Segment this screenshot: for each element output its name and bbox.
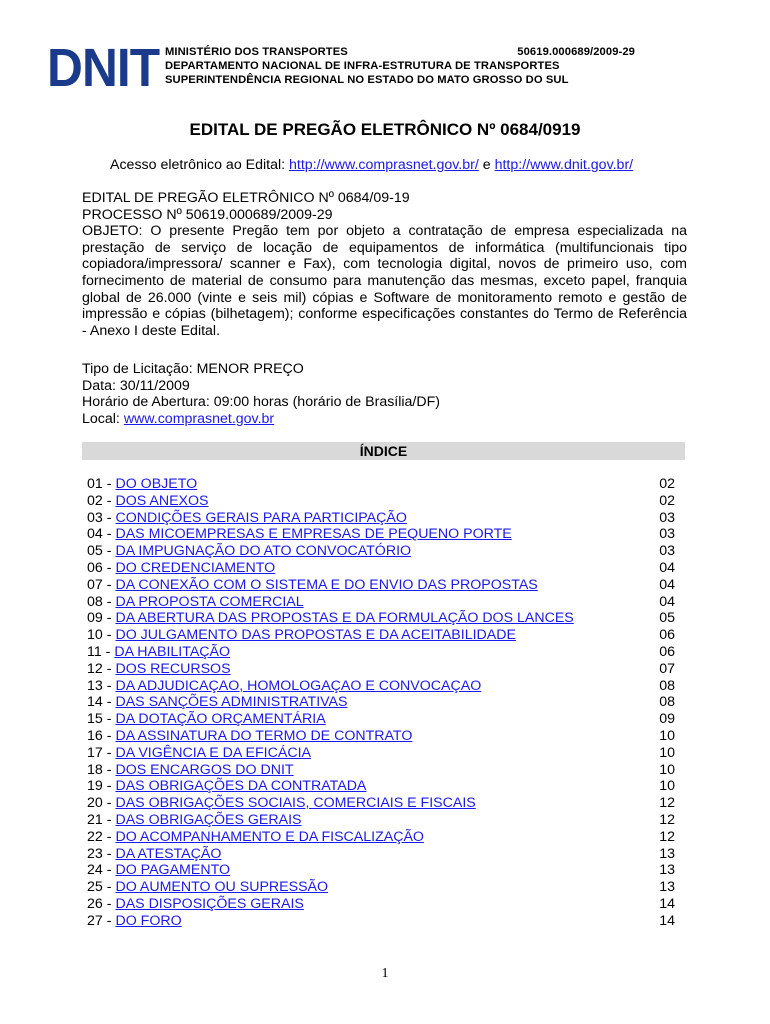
department-name: DEPARTAMENTO NACIONAL DE INFRA-ESTRUTURA DE TRANSPORTES (165, 60, 560, 72)
toc-entry (87, 778, 366, 795)
toc-entry (87, 526, 512, 543)
toc-link[interactable]: DO CREDENCIAMENTO (115, 559, 276, 576)
ministry-name: MINISTÉRIO DOS TRANSPORTES (165, 46, 348, 58)
toc-row (87, 661, 675, 678)
toc-page-number: 12 (659, 811, 675, 828)
toc-number: 03 - (87, 509, 112, 526)
toc-entry (87, 913, 182, 930)
toc-row (87, 694, 675, 711)
toc-page-number: 05 (659, 610, 675, 627)
table-of-contents (87, 476, 675, 930)
toc-link[interactable]: DAS SANÇÕES ADMINISTRATIVAS (115, 694, 348, 711)
toc-entry (87, 644, 230, 661)
toc-page-number: 04 (659, 559, 675, 576)
comprasnet-link[interactable]: http://www.comprasnet.gov.br/ (289, 157, 479, 173)
toc-page-number: 12 (659, 828, 675, 845)
toc-page-number: 13 (659, 845, 675, 862)
toc-link[interactable]: DA VIGÊNCIA E DA EFICÁCIA (115, 744, 311, 761)
toc-row (87, 862, 675, 879)
toc-link[interactable]: DO ACOMPANHAMENTO E DA FISCALIZAÇÃO (115, 828, 424, 845)
toc-entry (87, 543, 411, 560)
toc-entry (87, 476, 197, 493)
toc-page-number: 02 (659, 476, 675, 492)
toc-page-number: 10 (659, 761, 675, 778)
toc-number: 09 - (87, 610, 112, 627)
toc-page-number: 03 (659, 509, 675, 526)
page-number: 1 (381, 966, 389, 981)
toc-link[interactable]: DA CONEXÃO COM O SISTEMA E DO ENVIO DAS PROPOSTAS (115, 576, 538, 593)
toc-row (87, 778, 675, 795)
toc-number: 06 - (87, 559, 112, 576)
toc-page-number: 06 (659, 627, 675, 644)
process-number: 50619.000689/2009-29 (517, 46, 635, 58)
toc-page-number: 08 (659, 694, 675, 711)
page-title (0, 120, 770, 140)
toc-entry (87, 812, 302, 829)
local-label: Local: (82, 410, 124, 427)
toc-page-number: 10 (659, 778, 675, 795)
toc-link[interactable]: CONDIÇÕES GERAIS PARA PARTICIPAÇÃO (115, 509, 407, 526)
toc-page-number: 06 (659, 643, 675, 660)
toc-row (87, 493, 675, 510)
toc-page-number: 13 (659, 862, 675, 879)
toc-link[interactable]: DA ADJUDICAÇAO, HOMOLOGAÇAO E CONVOCAÇAO (115, 677, 482, 694)
toc-page-number: 10 (659, 727, 675, 744)
toc-number: 21 - (87, 811, 112, 828)
toc-link[interactable]: DOS ENCARGOS DO DNIT (115, 761, 294, 778)
toc-number: 11 - (87, 643, 111, 660)
toc-number: 22 - (87, 828, 112, 845)
access-middle: e (478, 157, 495, 173)
toc-link[interactable]: DA ATESTAÇÃO (115, 845, 222, 862)
toc-entry (87, 862, 230, 879)
toc-page-number: 08 (659, 677, 675, 694)
superintendency-name: SUPERINTENDÊNCIA REGIONAL NO ESTADO DO MATO GROSSO DO SUL (165, 74, 569, 86)
toc-row (87, 594, 675, 611)
toc-row (87, 812, 675, 829)
toc-number: 17 - (87, 744, 112, 761)
toc-page-number: 03 (659, 543, 675, 560)
toc-link[interactable]: DO PAGAMENTO (115, 862, 231, 879)
access-prefix: Acesso eletrônico ao Edital: (110, 157, 290, 173)
index-heading: ÍNDICE (82, 442, 685, 460)
toc-entry (87, 510, 407, 527)
toc-row (87, 610, 675, 627)
toc-entry (87, 493, 209, 510)
toc-number: 20 - (87, 795, 112, 812)
toc-row (87, 560, 675, 577)
toc-link[interactable]: DAS OBRIGAÇÕES SOCIAIS, COMERCIAIS E FISCAIS (115, 795, 476, 812)
toc-entry (87, 560, 275, 577)
toc-number: 02 - (87, 492, 112, 509)
toc-entry (87, 577, 538, 594)
dnit-logo: DNIT (47, 38, 160, 98)
toc-number: 10 - (87, 627, 112, 644)
toc-row (87, 510, 675, 527)
toc-link[interactable]: DA IMPUGNAÇÃO DO ATO CONVOCATÓRIO (115, 543, 412, 560)
toc-entry (87, 879, 328, 896)
toc-link[interactable]: DA HABILITAÇÃO (114, 643, 231, 660)
toc-number: 01 - (87, 476, 112, 492)
toc-link[interactable]: DAS DISPOSIÇÕES GERAIS (115, 895, 304, 912)
toc-page-number: 04 (659, 576, 675, 593)
toc-row (87, 829, 675, 846)
toc-number: 13 - (87, 677, 112, 694)
toc-entry (87, 728, 412, 745)
processo-line: PROCESSO Nº 50619.000689/2009-29 (82, 206, 333, 223)
toc-row (87, 896, 675, 913)
toc-row (87, 526, 675, 543)
toc-number: 05 - (87, 543, 112, 560)
toc-row (87, 476, 675, 493)
toc-number: 25 - (87, 879, 112, 896)
toc-link[interactable]: DO JULGAMENTO DAS PROPOSTAS E DA ACEITABILIDADE (115, 627, 516, 644)
toc-page-number: 02 (659, 492, 675, 509)
toc-page-number: 14 (659, 912, 675, 929)
toc-row (87, 543, 675, 560)
toc-row (87, 711, 675, 728)
toc-link[interactable]: DO FORO (115, 912, 182, 929)
toc-entry (87, 627, 516, 644)
toc-row (87, 577, 675, 594)
toc-row (87, 846, 675, 863)
toc-number: 18 - (87, 761, 112, 778)
toc-row (87, 745, 675, 762)
horario-line: Horário de Abertura: 09:00 horas (horário de Brasília/DF) (82, 394, 441, 411)
toc-link[interactable]: DAS OBRIGAÇÕES GERAIS (115, 811, 302, 828)
toc-link[interactable]: DA ASSINATURA DO TERMO DE CONTRATO (115, 727, 413, 744)
toc-number: 24 - (87, 862, 112, 879)
toc-link[interactable]: DA ABERTURA DAS PROPOSTAS E DA FORMULAÇÃO DOS LANCES (115, 610, 574, 627)
toc-link[interactable]: DOS RECURSOS (115, 660, 231, 677)
toc-link[interactable]: DO OBJETO (115, 476, 198, 492)
toc-link[interactable]: DA DOTAÇÃO ORÇAMENTÁRIA (115, 711, 326, 728)
licitation-details (82, 361, 687, 427)
toc-page-number: 03 (659, 526, 675, 543)
toc-number: 27 - (87, 912, 112, 929)
toc-link[interactable]: DAS OBRIGAÇÕES DA CONTRATADA (115, 778, 367, 795)
toc-number: 12 - (87, 660, 112, 677)
toc-row (87, 728, 675, 745)
toc-number: 07 - (87, 576, 112, 593)
tipo-line: Tipo de Licitação: MENOR PREÇO (82, 361, 304, 377)
toc-entry (87, 694, 348, 711)
toc-entry (87, 896, 304, 913)
toc-link[interactable]: DAS MICOEMPRESAS E EMPRESAS DE PEQUENO PORTE (115, 526, 512, 543)
access-line (110, 157, 633, 173)
toc-number: 08 - (87, 593, 112, 610)
toc-entry (87, 594, 304, 611)
toc-page-number: 13 (659, 879, 675, 896)
toc-link[interactable]: DOS ANEXOS (115, 492, 209, 509)
toc-page-number: 12 (659, 795, 675, 812)
toc-row (87, 879, 675, 896)
toc-page-number: 09 (659, 711, 675, 728)
toc-page-number: 04 (659, 593, 675, 610)
local-link[interactable]: www.comprasnet.gov.br (123, 410, 275, 427)
toc-entry (87, 745, 311, 762)
toc-number: 16 - (87, 727, 112, 744)
toc-number: 26 - (87, 895, 112, 912)
toc-number: 15 - (87, 711, 112, 728)
toc-entry (87, 678, 481, 695)
toc-page-number: 07 (659, 660, 675, 677)
dnit-link[interactable]: http://www.dnit.gov.br/ (494, 157, 634, 173)
toc-number: 14 - (87, 694, 112, 711)
toc-entry (87, 661, 231, 678)
edital-line: EDITAL DE PREGÃO ELETRÔNICO Nº 0684/09-19 (82, 190, 410, 206)
toc-entry (87, 829, 424, 846)
toc-page-number: 10 (659, 744, 675, 761)
toc-entry (87, 711, 326, 728)
toc-page-number: 14 (659, 895, 675, 912)
toc-link[interactable]: DA PROPOSTA COMERCIAL (115, 593, 304, 610)
toc-row (87, 795, 675, 812)
toc-row (87, 762, 675, 779)
toc-number: 19 - (87, 778, 112, 795)
toc-entry (87, 795, 476, 812)
header-line-1 (165, 45, 635, 59)
toc-row (87, 627, 675, 644)
toc-row (87, 913, 675, 930)
toc-entry (87, 846, 221, 863)
edital-summary (82, 190, 687, 339)
header-block (165, 45, 635, 87)
local-line (82, 411, 687, 428)
toc-entry (87, 762, 294, 779)
toc-number: 04 - (87, 526, 112, 543)
toc-entry (87, 610, 574, 627)
data-line: Data: 30/11/2009 (82, 377, 190, 394)
toc-link[interactable]: DO AUMENTO OU SUPRESSÃO (115, 879, 329, 896)
toc-row (87, 644, 675, 661)
objeto-paragraph: OBJETO: O presente Pregão tem por objeto a contratação de empresa especializada na prestação de serviço de locação de equipamentos de informática (multifuncionais tipo copiadora/impressora/ scanner e Fax), com tecnologia digital, novos de primeiro uso, com fornecimento de material de consumo para manutenção das mesmas, exceto papel, franquia global de 26.000 (vinte e seis mil) cópias e Software de monitoramento remoto e gestão de impressão e cópias (bilhetagem); conforme especificações constantes do Termo de Referência - Anexo I deste Edital. (82, 223, 687, 339)
toc-row (87, 678, 675, 695)
page-title-text: EDITAL DE PREGÃO ELETRÔNICO Nº 0684/0919 (189, 120, 581, 139)
toc-number: 23 - (87, 845, 112, 862)
